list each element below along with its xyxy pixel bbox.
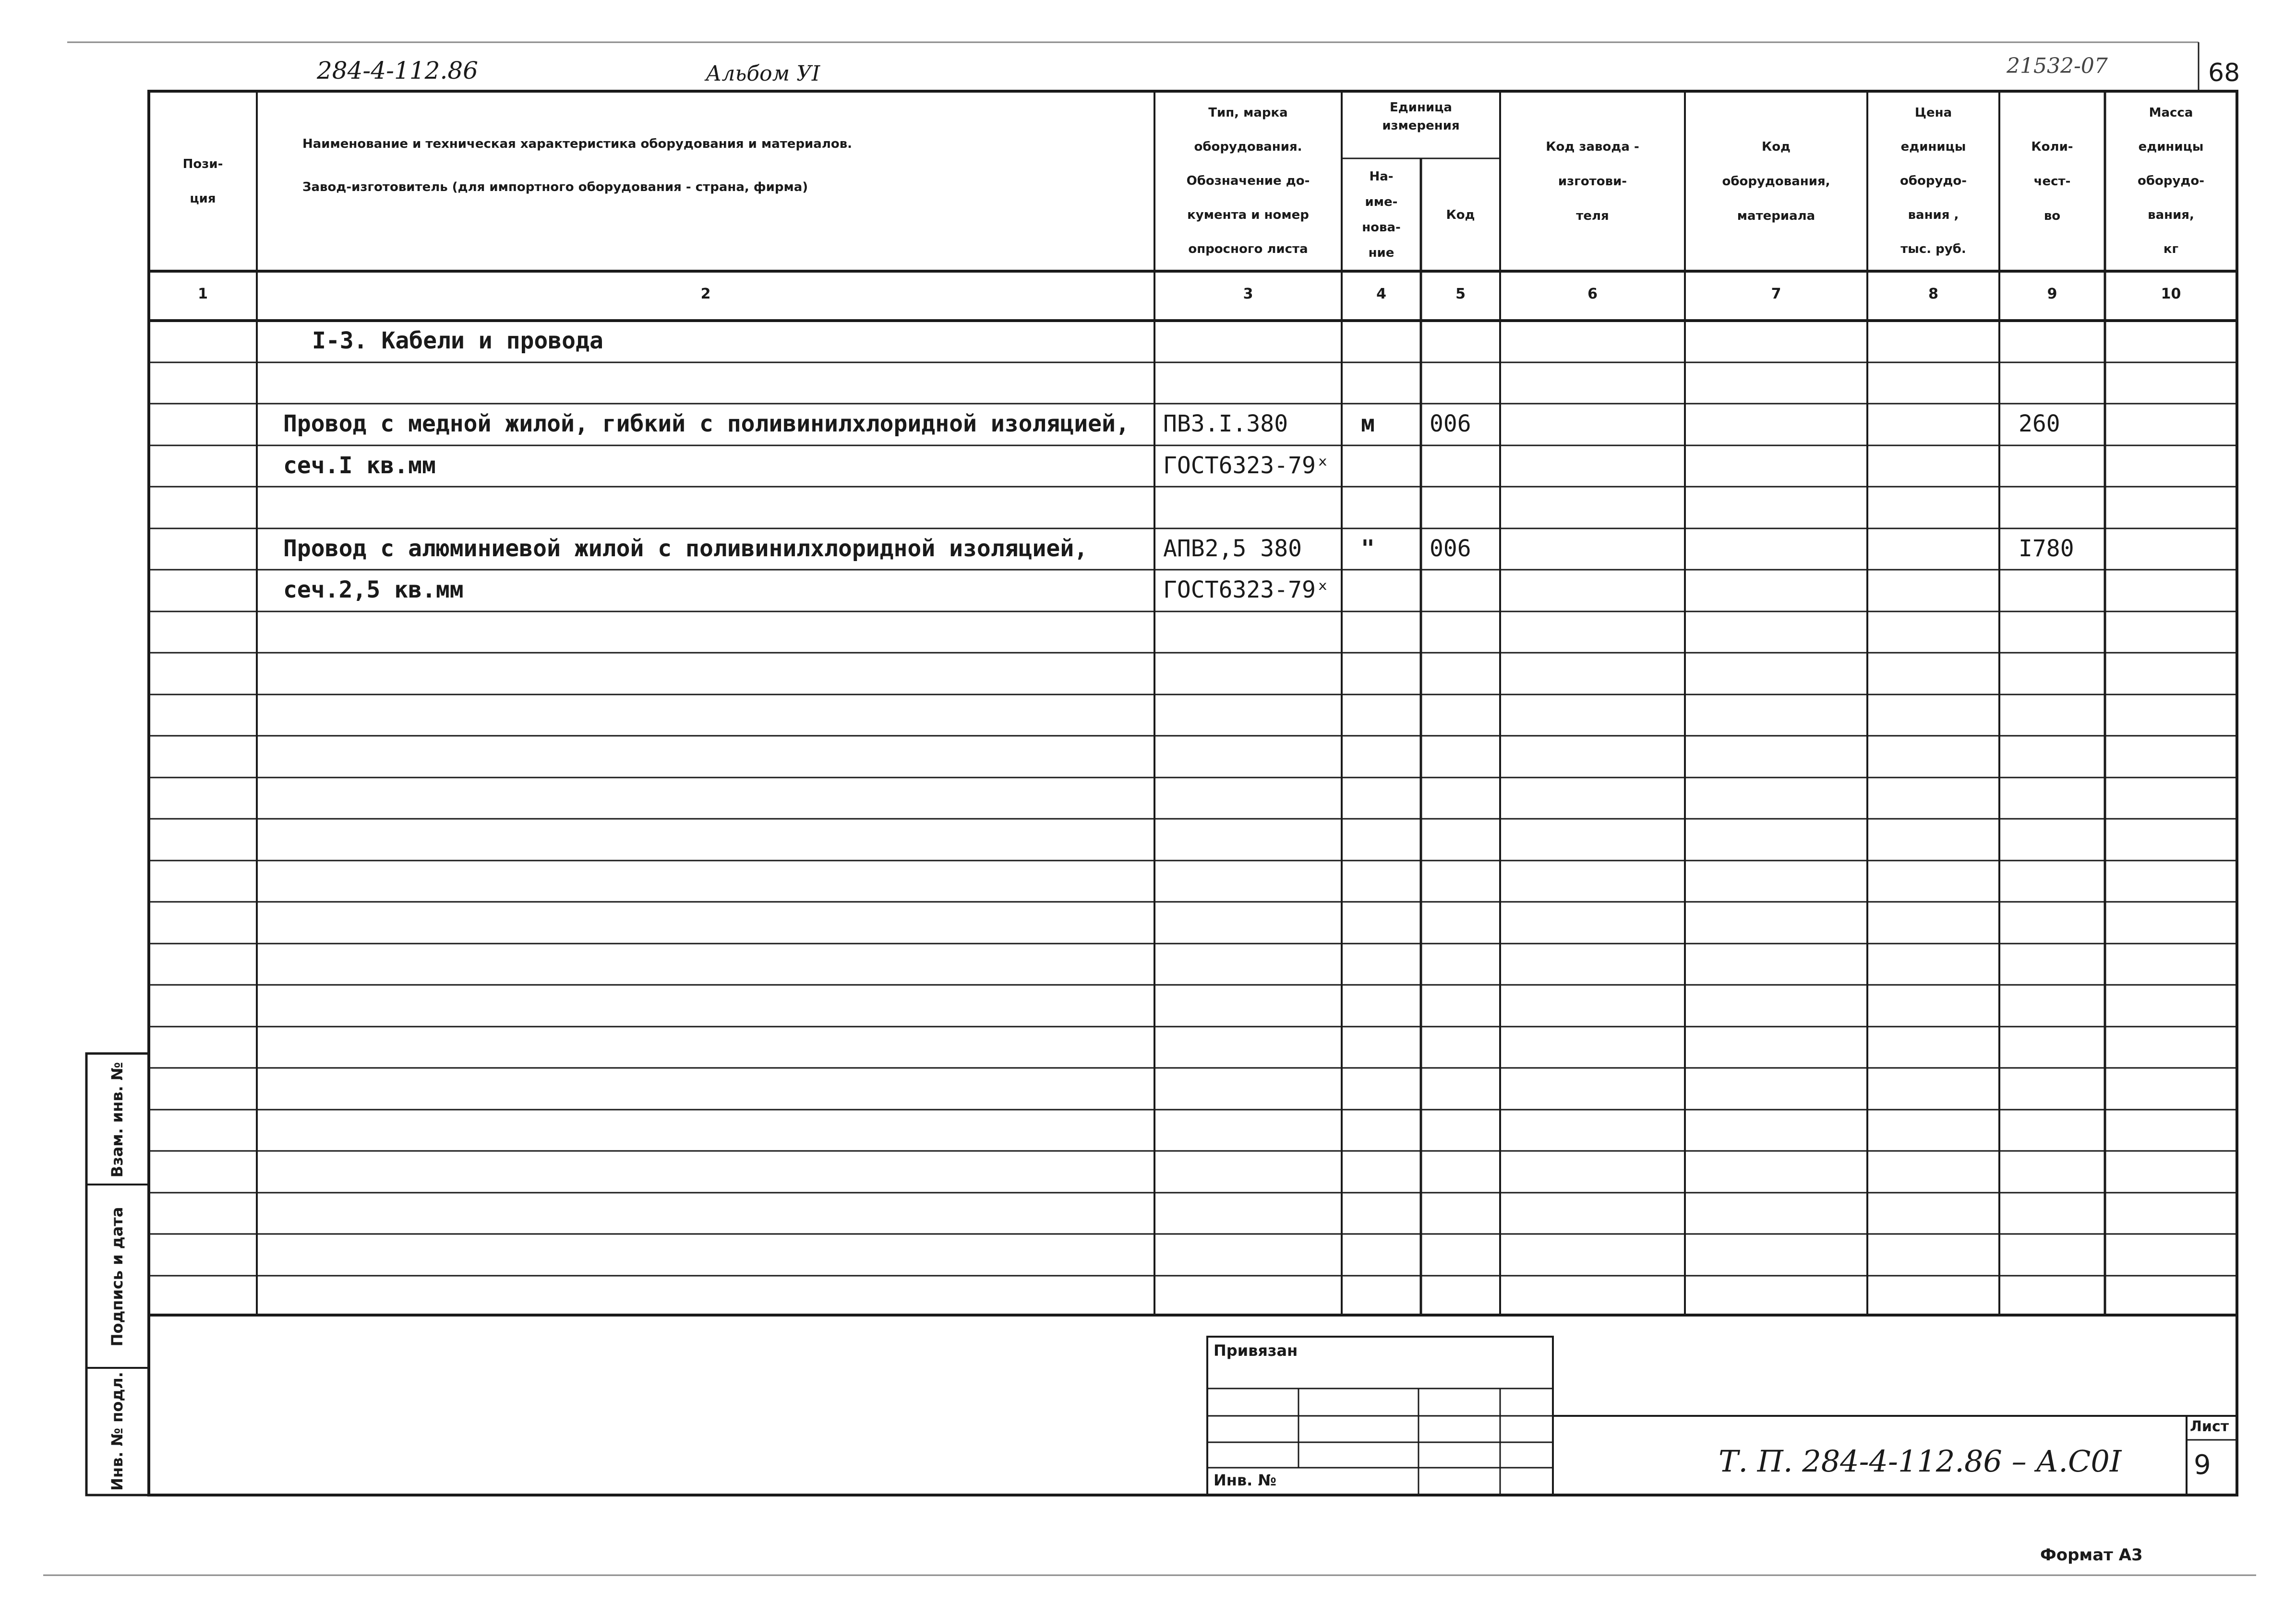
column-header-6 — [1500, 130, 1685, 233]
column-header-line: единицы — [2138, 140, 2204, 154]
cell-c3: АПВ2,5 380 — [1163, 535, 1302, 562]
column-header-line: Коли- — [2031, 139, 2073, 154]
column-header-line: На- — [1369, 169, 1394, 184]
format-label: Формат А3 — [2040, 1545, 2143, 1565]
column-header-8 — [1867, 96, 1999, 266]
column-header-line: чест- — [2033, 174, 2071, 189]
column-header-line: оборудо- — [1899, 174, 1967, 188]
unit-group-header: Единица измерения — [1382, 100, 1460, 133]
cell-c2: Провод с алюминиевой жилой с поливинилхлоридной изоляцией, — [283, 535, 1088, 562]
cell-c2: сеч.2,5 кв.мм — [283, 576, 464, 603]
cell-c2: сеч.I кв.мм — [283, 452, 436, 479]
column-header-line: Код — [1761, 139, 1791, 154]
cell-c2: I-3. Кабели и провода — [312, 327, 603, 354]
column-header-3 — [1154, 96, 1342, 266]
column-header-line: кг — [2163, 242, 2179, 256]
column-header-line: во — [2044, 208, 2061, 223]
side-label-podpis: Подпись и дата — [108, 1207, 126, 1347]
column-header-line: Наименование и техническая характеристика оборудования и материалов. — [302, 137, 853, 151]
column-number-10: 10 — [2161, 286, 2181, 302]
column-header-line: теля — [1576, 208, 1609, 223]
column-header-line: вания , — [1908, 208, 1959, 222]
column-header-line: Обозначение до- — [1186, 174, 1310, 188]
column-header-line: оборудования, — [1722, 174, 1830, 189]
column-header-line: оборудо- — [2137, 174, 2205, 188]
column-header-2 — [257, 122, 1200, 209]
archive-number: 21532-07 — [2007, 54, 2108, 78]
cell-c4: " — [1361, 535, 1375, 562]
cell-c5: 006 — [1430, 535, 1471, 562]
column-header-line: Масса — [2149, 106, 2193, 120]
column-number-5: 5 — [1455, 286, 1466, 302]
side-label-inv: Инв. № подл. — [108, 1372, 126, 1491]
column-number-1: 1 — [198, 286, 208, 302]
column-header-1 — [149, 147, 257, 216]
stamp-sheet-value: 9 — [2194, 1449, 2211, 1481]
stamp-designation: Т. П. 284-4-112.86 – А.С0I — [1719, 1444, 2122, 1479]
column-number-9: 9 — [2047, 286, 2057, 302]
column-number-4: 4 — [1376, 286, 1386, 302]
column-number-7: 7 — [1771, 286, 1781, 302]
column-header-line: Цена — [1914, 106, 1952, 120]
column-number-2: 2 — [700, 286, 711, 302]
column-header-10 — [2105, 96, 2237, 266]
cell-c2: Провод с медной жилой, гибкий с поливинилхлоридной изоляцией, — [283, 410, 1130, 437]
column-header-line: ние — [1368, 245, 1394, 260]
stamp-inv-no: Инв. № — [1214, 1471, 1276, 1489]
column-header-line: Пози- — [182, 156, 223, 171]
column-header-7 — [1685, 130, 1867, 233]
column-header-4 — [1342, 164, 1421, 266]
side-label-vzam: Взам. инв. № — [108, 1062, 126, 1178]
column-header-line: тыс. руб. — [1900, 242, 1966, 256]
document-code: 284-4-112.86 — [317, 57, 478, 84]
column-header-line: изготови- — [1558, 174, 1627, 189]
column-header-line: ция — [190, 191, 216, 206]
column-header-line: име- — [1365, 194, 1398, 209]
cell-c9: I780 — [2019, 535, 2074, 562]
column-header-line: вания, — [2148, 208, 2194, 222]
column-number-3: 3 — [1243, 286, 1253, 302]
cell-c3: ПВЗ.I.380 — [1163, 410, 1288, 437]
cell-c4: м — [1361, 410, 1375, 437]
column-header-line: опросного листа — [1188, 242, 1308, 256]
column-header-line: оборудования. — [1194, 140, 1302, 154]
cell-c9: 260 — [2019, 410, 2060, 437]
cell-c3: ГОСТ6323-79ˣ — [1163, 576, 1330, 603]
column-header-line: нова- — [1362, 220, 1401, 235]
column-header-line: Тип, марка — [1208, 106, 1288, 120]
column-header-9 — [1999, 130, 2105, 233]
column-header-line: единицы — [1900, 140, 1966, 154]
column-header-5 — [1421, 198, 1500, 232]
column-header-line: материала — [1737, 208, 1815, 223]
cell-c5: 006 — [1430, 410, 1471, 437]
column-header-line: Код завода - — [1546, 139, 1639, 154]
column-number-6: 6 — [1587, 286, 1598, 302]
column-header-line: кумента и номер — [1187, 208, 1309, 222]
column-header-line: Завод-изготовитель (для импортного оборудования - страна, фирма) — [302, 180, 808, 194]
album-label: Альбом УI — [706, 61, 820, 86]
stamp-privyazan: Привязан — [1214, 1341, 1298, 1360]
stamp-sheet-label: Лист — [2190, 1418, 2229, 1435]
page-number: 68 — [2208, 59, 2240, 87]
column-header-line: Код — [1446, 207, 1475, 222]
cell-c3: ГОСТ6323-79ˣ — [1163, 452, 1330, 479]
column-number-8: 8 — [1928, 286, 1938, 302]
